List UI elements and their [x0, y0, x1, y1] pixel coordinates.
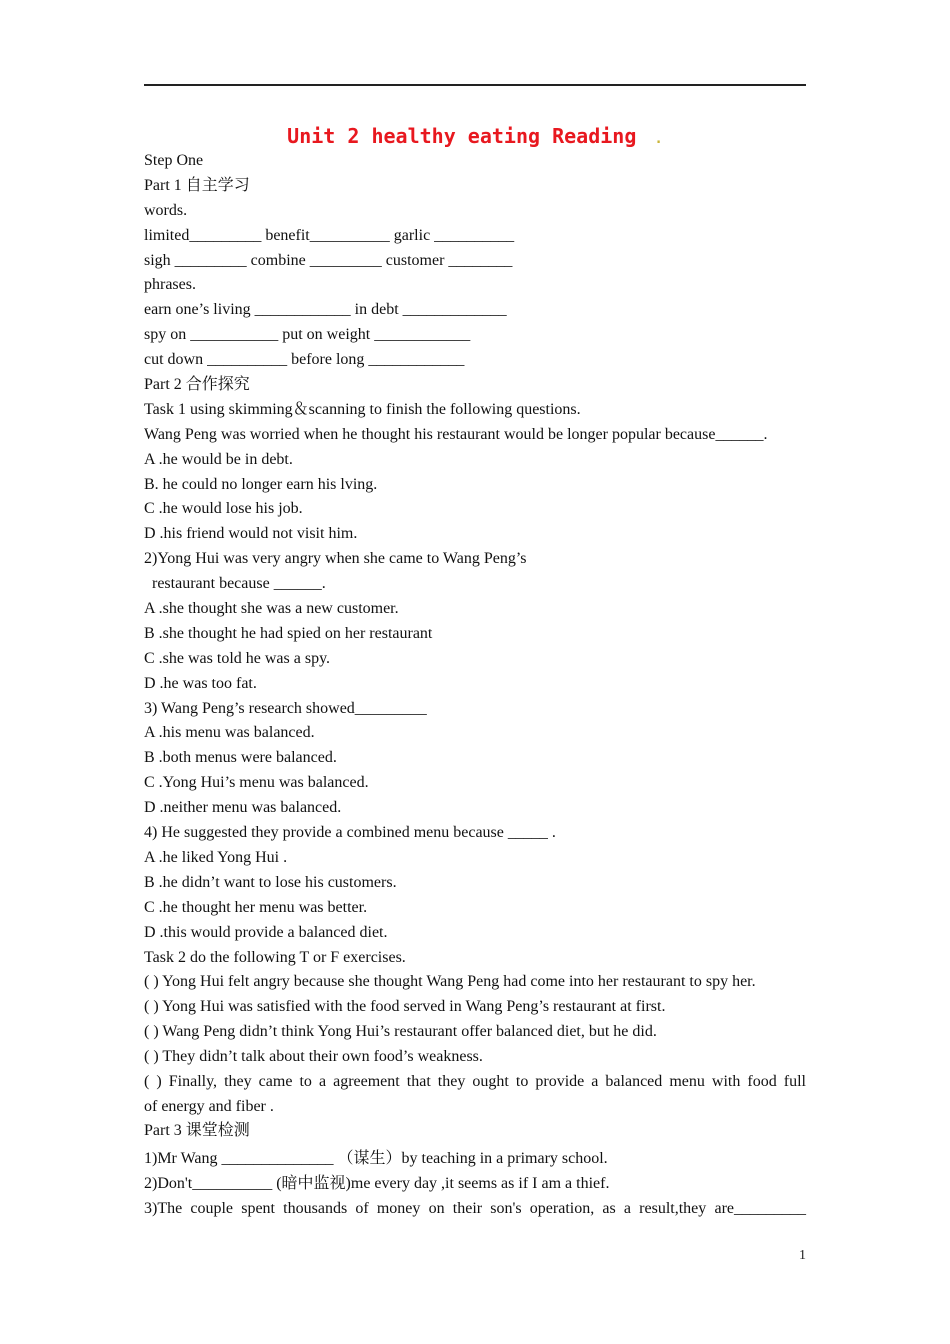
q3-option-c: C .Yong Hui’s menu was balanced. [144, 774, 369, 792]
tf-item-4: ( ) They didn’t talk about their own food’s weakness. [144, 1048, 483, 1066]
tf-item-3: ( ) Wang Peng didn’t think Yong Hui’s restaurant offer balanced diet, but he did. [144, 1023, 657, 1041]
question-3: 3) Wang Peng’s research showed_________ [144, 699, 427, 717]
part3-heading: Part 3 课堂检测 [144, 1121, 250, 1139]
q2-option-a: A .she thought she was a new customer. [144, 600, 399, 618]
part1-heading: Part 1 自主学习 [144, 176, 250, 194]
q4-option-c: C .he thought her menu was better. [144, 898, 368, 916]
step-heading: Step One [144, 152, 204, 169]
q1-option-a: A .he would be in debt. [144, 450, 293, 468]
question-2-cont: restaurant because ______. [152, 575, 326, 593]
q1-option-b: B. he could no longer earn his lving. [144, 475, 378, 493]
q1-option-c: C .he would lose his job. [144, 500, 303, 518]
phrases-row-2: spy on ___________ put on weight ____________ [144, 326, 471, 344]
question-1: Wang Peng was worried when he thought his restaurant would be longer popular because______. [144, 425, 768, 443]
phrases-row-3: cut down __________ before long ____________ [144, 351, 465, 369]
q4-option-b: B .he didn’t want to lose his customers. [144, 873, 397, 891]
exercise-2: 2)Don't__________ (暗中监视)me every day ,it seems as if I am a thief. [144, 1174, 610, 1192]
tf-item-5: ( ) Finally, they came to a agreement that they ought to provide a balanced menu with food full [144, 1072, 806, 1090]
tf-item-5-cont: of energy and fiber . [144, 1097, 274, 1115]
q1-option-d: D .his friend would not visit him. [144, 525, 358, 543]
question-4: 4) He suggested they provide a combined menu because _____ . [144, 824, 556, 842]
page-number: 1 [799, 1248, 806, 1263]
q3-option-a: A .his menu was balanced. [144, 724, 315, 742]
q4-option-a: A .he liked Yong Hui . [144, 848, 288, 866]
exercise-3: 3)The couple spent thousands of money on their son's operation, as a result,they are_________ [144, 1199, 806, 1217]
q2-option-d: D .he was too fat. [144, 674, 257, 692]
tf-item-2: ( ) Yong Hui was satisfied with the food served in Wang Peng’s restaurant at first. [144, 998, 666, 1016]
title-text: Unit 2 healthy eating Reading [287, 124, 637, 148]
q3-option-d: D .neither menu was balanced. [144, 799, 342, 817]
part2-heading: Part 2 合作探究 [144, 376, 250, 394]
words-label: words. [144, 201, 188, 219]
task2-instruction: Task 2 do the following T or F exercises. [144, 948, 406, 966]
title-mark: . [654, 131, 663, 147]
q2-option-c: C .she was told he was a spy. [144, 649, 331, 667]
q3-option-b: B .both menus were balanced. [144, 749, 337, 767]
question-2: 2)Yong Hui was very angry when she came to Wang Peng’s [144, 550, 527, 568]
phrases-label: phrases. [144, 276, 196, 294]
q4-option-d: D .this would provide a balanced diet. [144, 923, 388, 941]
q2-option-b: B .she thought he had spied on her restaurant [144, 624, 433, 642]
words-row-1: limited_________ benefit__________ garlic __________ [144, 226, 515, 244]
tf-item-1: ( ) Yong Hui felt angry because she thought Wang Peng had come into her restaurant to spy her. [144, 973, 756, 991]
exercise-1: 1)Mr Wang ______________ （谋生）by teaching in a primary school. [144, 1149, 608, 1167]
phrases-row-1: earn one’s living ____________ in debt _____________ [144, 301, 507, 319]
header-rule [144, 84, 806, 86]
worksheet-body [144, 149, 806, 1221]
task1-instruction: Task 1 using skimming＆scanning to finish the following questions. [144, 400, 581, 418]
words-row-2: sigh _________ combine _________ customer ________ [144, 251, 513, 269]
page-title [0, 124, 950, 148]
